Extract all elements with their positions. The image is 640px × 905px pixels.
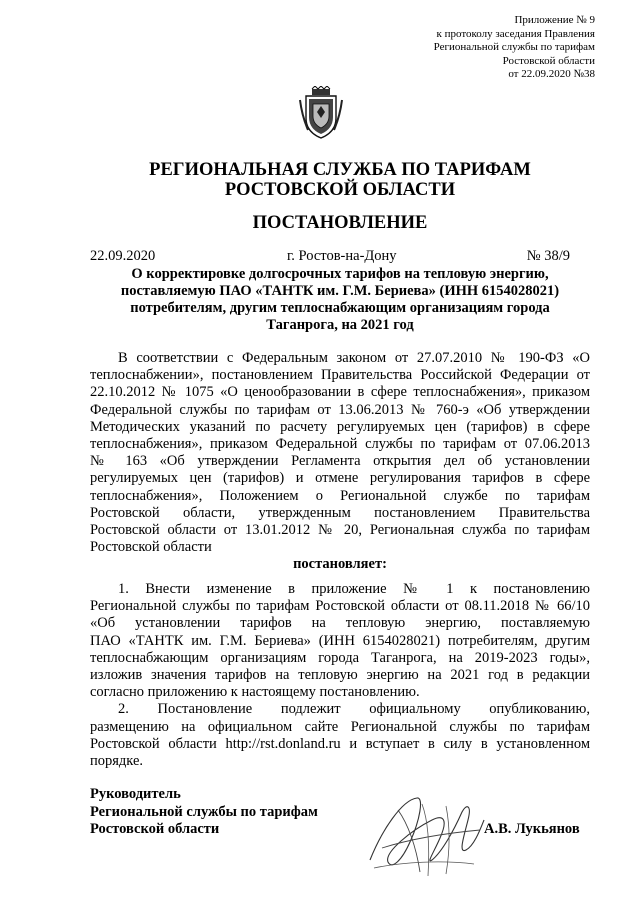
text-line: Ростовской области xyxy=(90,539,212,556)
text-line: Федеральной службы по тарифам от 13.06.2013 № 760-э «Об утверждении xyxy=(90,401,590,418)
preamble-paragraph xyxy=(90,350,590,556)
document-city: г. Ростов-на-Дону xyxy=(287,248,397,264)
text-line: теплоснабжении», постановлением Правительства Российской Федерации от xyxy=(90,367,590,384)
item-1-line: согласно приложению к настоящему постановлению. xyxy=(90,684,420,701)
text-line: теплоснабжения», приказом Федеральной службы по тарифам от 07.06.2013 xyxy=(90,435,590,452)
item-2-line: Ростовской области http://rst.donland.ru и вступает в силу в установленном xyxy=(90,735,590,752)
item-1-line: изложив значения тарифов на тепловую энергию на 2021 год в редакции xyxy=(90,666,590,683)
appendix-line: Ростовской области xyxy=(502,54,595,67)
subject-line: О корректировке долгосрочных тарифов на тепловую энергию, xyxy=(131,266,549,282)
document-meta xyxy=(90,248,590,265)
organization-title-line: РОСТОВСКОЙ ОБЛАСТИ xyxy=(224,180,456,200)
signatory-title-line: Региональной службы по тарифам xyxy=(90,803,318,820)
text-line: Ростовской области, утвержденным постановлением Правительства xyxy=(90,504,590,521)
subject-line: Таганрога, на 2021 год xyxy=(266,317,414,333)
signatory-title-line: Руководитель xyxy=(90,786,181,802)
appendix-line: Приложение № 9 xyxy=(514,14,595,26)
text-line: В соответствии с Федеральным законом от 27.07.2010 № 190-ФЗ «О xyxy=(118,350,590,366)
text-line: регулируемых цен (тарифов) и отмене регулирования тарифов в сфере xyxy=(90,470,590,487)
document-subject xyxy=(90,266,590,334)
item-2-line: 2. Постановление подлежит официальному опубликованию, xyxy=(118,701,590,718)
document-type: ПОСТАНОВЛЕНИЕ xyxy=(252,213,428,233)
resolution-items xyxy=(90,581,590,770)
item-1-line: теплоснабжающим организациям города Таганрога, на 2019-2023 годы», xyxy=(90,649,590,666)
coat-of-arms-emblem xyxy=(298,86,344,140)
item-1-line: «Об установлении тарифов на тепловую энергию, поставляемую xyxy=(90,615,590,632)
appendix-line: от 22.09.2020 №38 xyxy=(508,68,595,80)
appendix-line: к протоколу заседания Правления xyxy=(436,27,595,40)
appendix-line: Региональной службы по тарифам xyxy=(433,41,595,53)
text-line: Ростовской области от 13.01.2012 № 20, Региональная служба по тарифам xyxy=(90,521,590,538)
subject-line: поставляемую ПАО «ТАНТК им. Г.М. Бериева» (ИНН 6154028021) xyxy=(120,283,560,299)
subject-line: потребителям, другим теплоснабжающим организациям города xyxy=(130,300,550,316)
text-line: Методических указаний по расчету регулируемых цен (тарифов) в сфере xyxy=(90,418,590,435)
signatory-title-line: Ростовской области xyxy=(90,821,220,837)
organization-title-line: РЕГИОНАЛЬНАЯ СЛУЖБА ПО ТАРИФАМ xyxy=(149,160,531,180)
text-line: теплоснабжения», Положением о Региональной службе по тарифам xyxy=(90,487,590,504)
organization-title xyxy=(90,160,590,200)
item-2-line: размещению на официальном сайте Региональной службы по тарифам xyxy=(90,718,590,735)
resolves-heading: постановляет: xyxy=(293,556,387,572)
signatory-title xyxy=(90,786,318,839)
document-number: № 38/9 xyxy=(526,248,570,264)
text-line: № 163 «Об утверждении Регламента открытия дел об установлении xyxy=(90,453,590,470)
item-1-line: 1. Внести изменение в приложение № 1 к постановлению xyxy=(118,581,590,597)
document-date: 22.09.2020 xyxy=(90,248,156,264)
item-1-line: Региональной службы по тарифам Ростовской области от 08.11.2018 № 66/10 xyxy=(90,598,590,615)
signatory-name: А.В. Лукьянов xyxy=(484,821,580,837)
text-line: 22.10.2012 № 1075 «О ценообразовании в сфере теплоснабжения», приказом xyxy=(90,384,590,401)
appendix-note xyxy=(335,14,595,82)
item-2-line: порядке. xyxy=(90,752,144,769)
handwritten-signature xyxy=(362,790,492,880)
item-1-line: ПАО «ТАНТК им. Г.М. Бериева» (ИНН 6154028021) потребителям, другим xyxy=(90,632,590,649)
